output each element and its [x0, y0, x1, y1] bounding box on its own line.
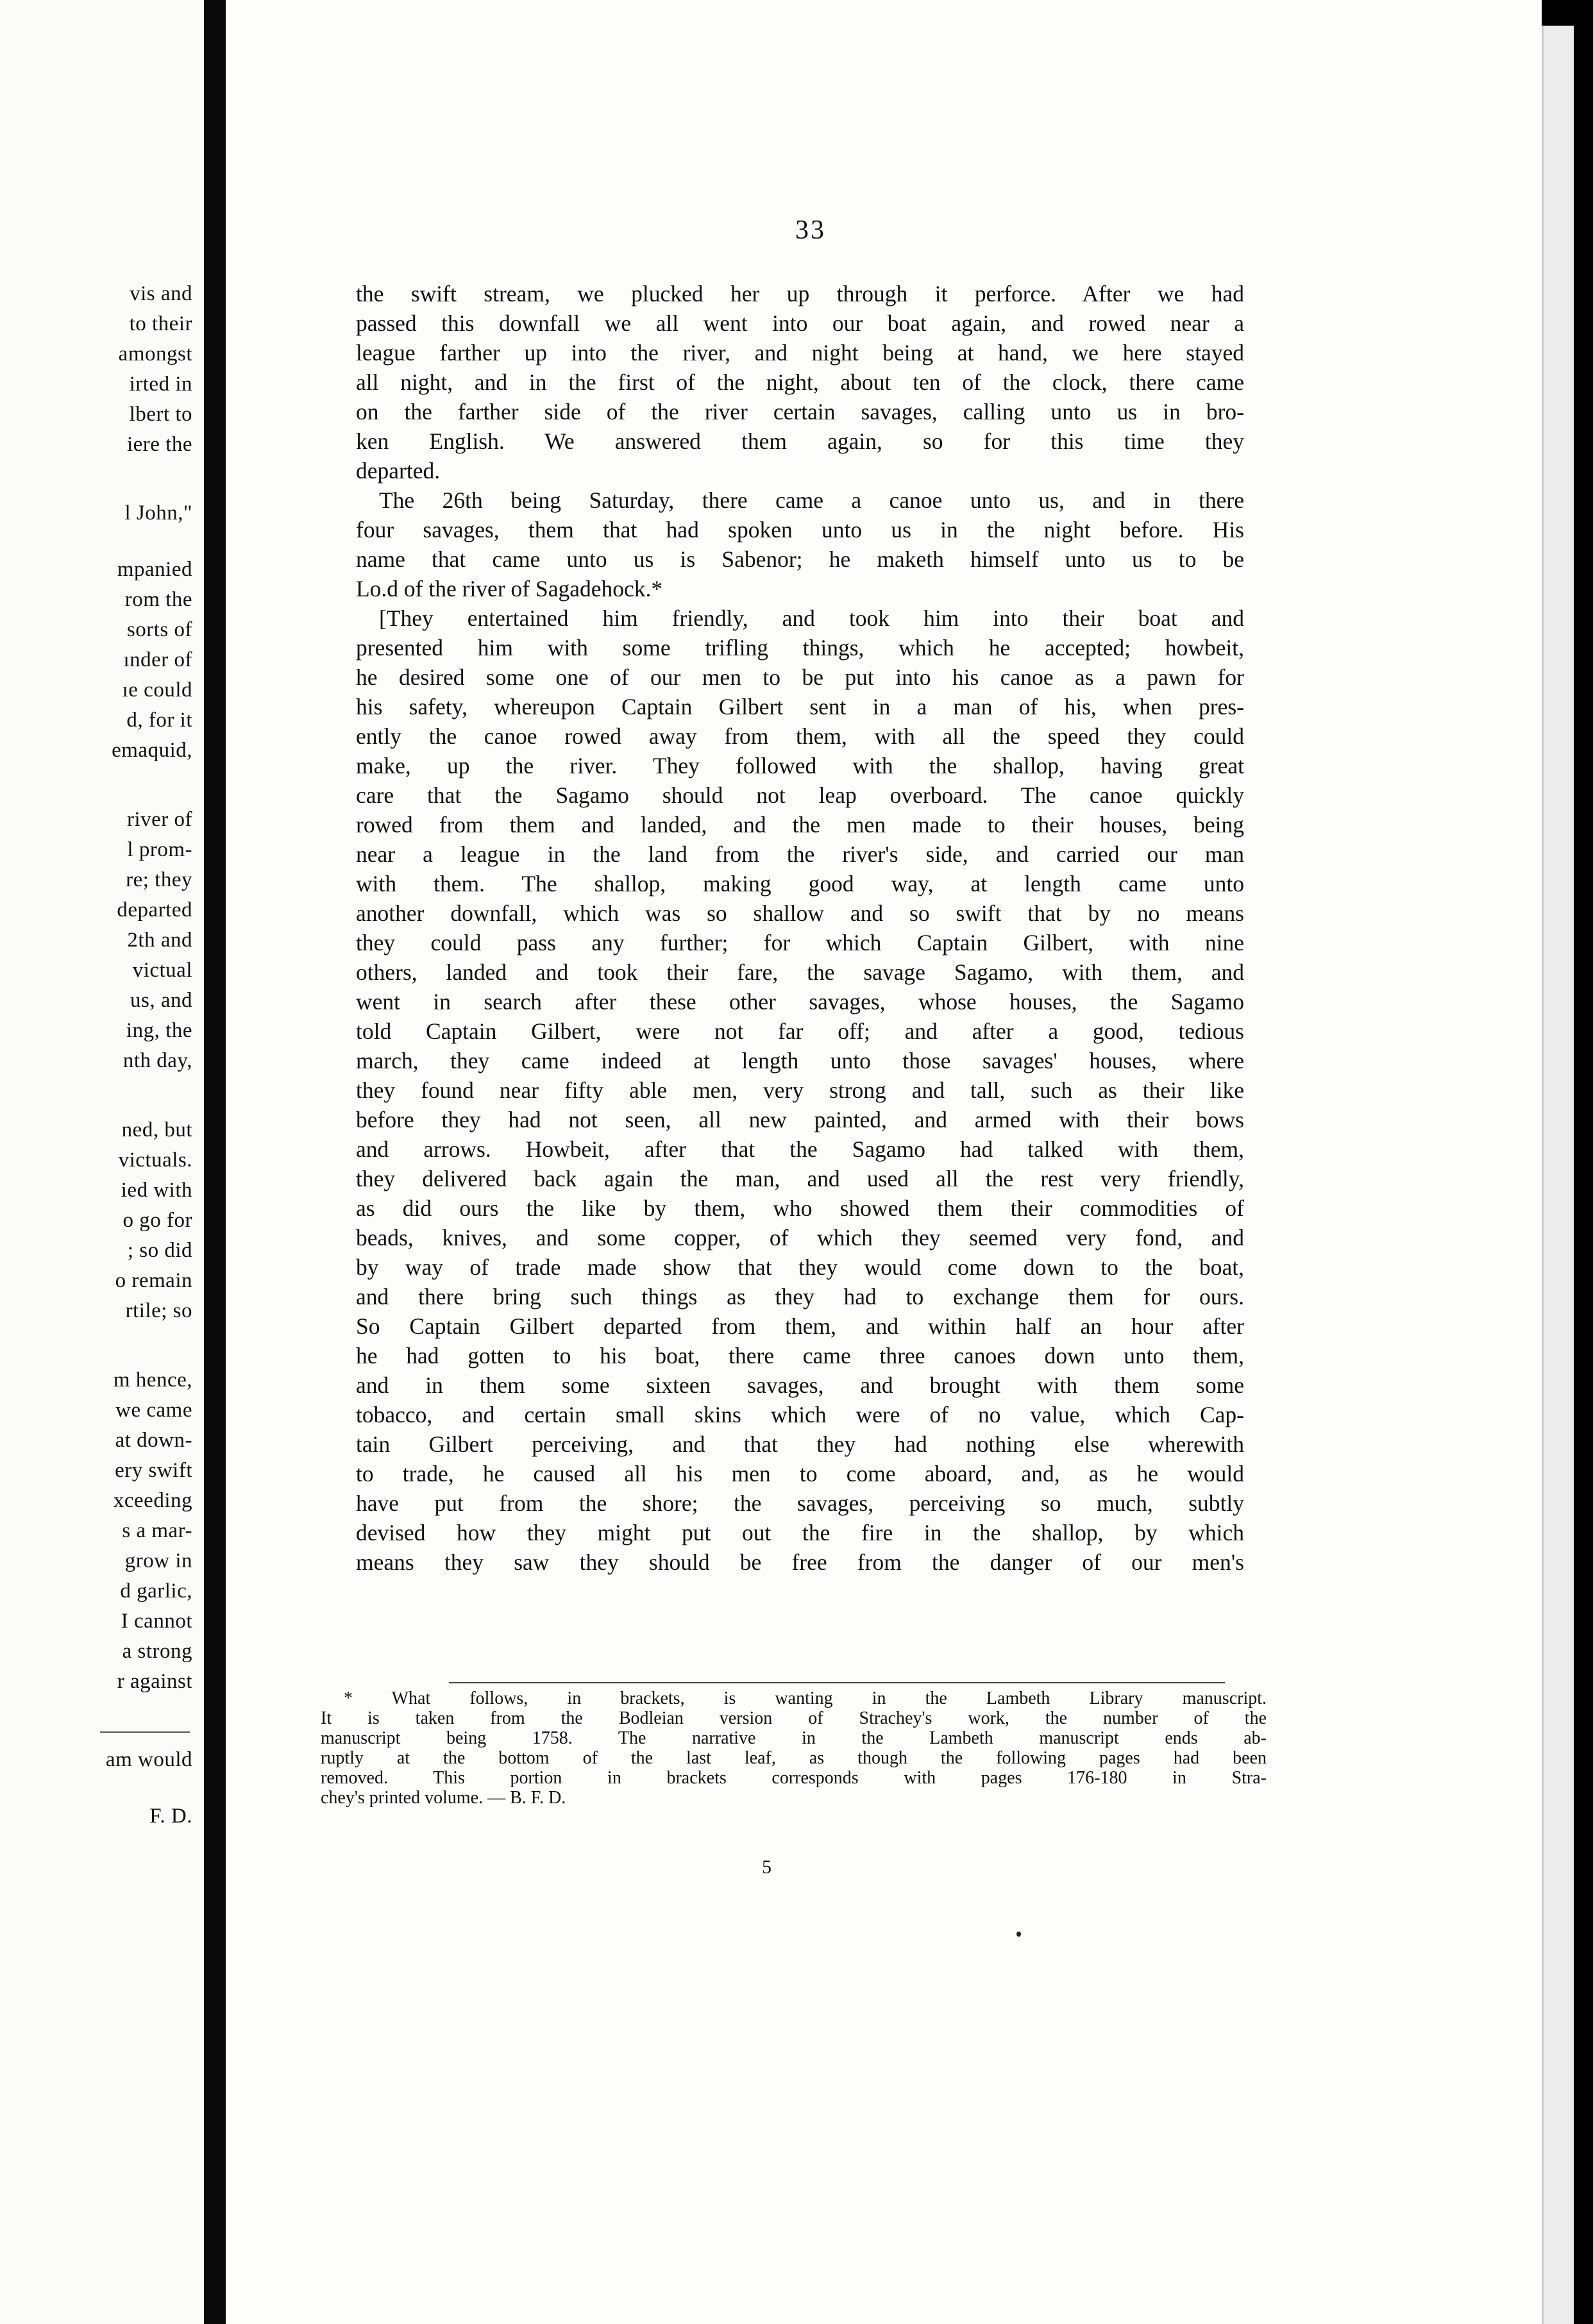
- body-line: before they had not seen, all new painted, and armed with their bows: [356, 1107, 1244, 1133]
- left-page-line: am would: [105, 1748, 192, 1771]
- left-page-line: ing, the: [126, 1019, 192, 1042]
- footnote-line: removed. This portion in brackets corresponds with pages 176-180 in Stra-: [321, 1768, 1267, 1788]
- page-number: 33: [795, 215, 826, 245]
- left-page-line: s a mar-: [122, 1519, 192, 1542]
- footnote-line: manuscript being 1758. The narrative in the Lambeth manuscript ends ab-: [321, 1728, 1267, 1748]
- left-page-line: lbert to: [129, 403, 192, 426]
- left-page-line: departed: [117, 898, 192, 922]
- left-page-line: I cannot: [121, 1610, 192, 1633]
- body-line: and arrows. Howbeit, after that the Sagamo had talked with them,: [356, 1136, 1244, 1162]
- body-line: near a league in the land from the river's side, and carried our man: [356, 841, 1244, 867]
- body-line: Lo.d of the river of Sagadehock.*: [356, 576, 663, 602]
- left-page-line: F. D.: [149, 1805, 192, 1828]
- left-page-line: us, and: [130, 989, 192, 1012]
- body-line: another downfall, which was so shallow and so swift that by no means: [356, 900, 1244, 926]
- body-line: ently the canoe rowed away from them, with all the speed they could: [356, 723, 1244, 749]
- body-line: they could pass any further; for which Captain Gilbert, with nine: [356, 930, 1244, 956]
- footnote-line: * What follows, in brackets, is wanting in the Lambeth Library manuscript.: [344, 1688, 1267, 1708]
- left-page-lines: [0, 0, 204, 2324]
- body-line: they found near fifty able men, very strong and tall, such as their like: [356, 1077, 1244, 1103]
- body-line: make, up the river. They followed with the shallop, having great: [356, 753, 1244, 779]
- body-line: rowed from them and landed, and the men made to their houses, being: [356, 812, 1244, 838]
- body-line: all night, and in the first of the night, about ten of the clock, there came: [356, 369, 1244, 395]
- signature-mark: 5: [762, 1857, 771, 1878]
- body-line: So Captain Gilbert departed from them, and within half an hour after: [356, 1313, 1244, 1339]
- left-page-line: rtile; so: [125, 1299, 192, 1322]
- left-page-line: ıe could: [122, 678, 192, 702]
- left-page-line: o go for: [122, 1209, 192, 1232]
- body-line: name that came unto us is Sabenor; he maketh himself unto us to be: [356, 546, 1244, 572]
- body-line: [They entertained him friendly, and took him into their boat and: [379, 605, 1244, 631]
- body-line: devised how they might put out the fire in the shallop, by which: [356, 1520, 1244, 1545]
- body-line: tobacco, and certain small skins which were of no value, which Cap-: [356, 1402, 1244, 1427]
- page-edge: [1542, 26, 1576, 2324]
- body-line: march, they came indeed at length unto those savages' houses, where: [356, 1048, 1244, 1074]
- left-page-line: grow in: [124, 1549, 192, 1572]
- body-line: ken English. We answered them again, so for this time they: [356, 428, 1244, 454]
- left-page-line: re; they: [126, 868, 192, 891]
- body-line: and in them some sixteen savages, and brought with them some: [356, 1372, 1244, 1398]
- body-line: means they saw they should be free from the danger of our men's: [356, 1549, 1244, 1575]
- left-page-line: a strong: [122, 1640, 192, 1663]
- footnote: [321, 1688, 1267, 1808]
- footnote-line: chey's printed volume. — B. F. D.: [321, 1788, 566, 1808]
- left-page-line: vis and: [130, 282, 192, 305]
- body-line: presented him with some trifling things, which he accepted; howbeit,: [356, 635, 1244, 661]
- body-line: they delivered back again the man, and used all the rest very friendly,: [356, 1166, 1244, 1191]
- left-page-line: river of: [126, 808, 192, 831]
- footnote-rule: [449, 1682, 1225, 1683]
- left-page-line: iere the: [126, 433, 192, 456]
- scan-border: [1574, 0, 1593, 2324]
- footnote-line: It is taken from the Bodleian version of Strachey's work, the number of the: [321, 1708, 1267, 1728]
- book-gutter: [204, 0, 226, 2324]
- left-page-line: r against: [117, 1670, 192, 1693]
- body-line: departed.: [356, 458, 441, 484]
- left-page-line: ied with: [121, 1179, 192, 1202]
- left-page-line: victual: [132, 959, 192, 982]
- left-page-line: irted in: [129, 373, 192, 396]
- body-line: he desired some one of our men to be put into his canoe as a pawn for: [356, 664, 1244, 690]
- left-page-fragment: [0, 0, 204, 2324]
- left-page-line: ery swift: [115, 1459, 192, 1482]
- left-page-line: d, for it: [126, 709, 192, 732]
- left-page-line: m hence,: [113, 1368, 192, 1392]
- left-page-line: 2th and: [127, 929, 192, 952]
- left-page-line: sorts of: [126, 618, 192, 641]
- left-page-line: rom the: [124, 588, 192, 611]
- body-line: The 26th being Saturday, there came a canoe unto us, and in there: [379, 487, 1244, 513]
- body-line: on the farther side of the river certain savages, calling unto us in bro-: [356, 399, 1244, 425]
- body-line: told Captain Gilbert, were not far off; and after a good, tedious: [356, 1018, 1244, 1044]
- left-page-line: we came: [115, 1399, 192, 1422]
- body-line: the swift stream, we plucked her up through it perforce. After we had: [356, 281, 1244, 307]
- left-page-line: amongst: [118, 342, 192, 366]
- body-line: others, landed and took their fare, the savage Sagamo, with them, and: [356, 959, 1244, 985]
- body-line: league farther up into the river, and night being at hand, we here stayed: [356, 340, 1244, 366]
- left-page-footnote-rule: [100, 1731, 190, 1733]
- left-page-line: victuals.: [118, 1149, 192, 1172]
- footnote-line: ruptly at the bottom of the last leaf, as though the following pages had been: [321, 1748, 1267, 1768]
- body-line: with them. The shallop, making good way, at length came unto: [356, 871, 1244, 897]
- body-line: to trade, he caused all his men to come aboard, and, as he would: [356, 1461, 1244, 1486]
- body-text: [356, 279, 1244, 1577]
- left-page-line: nth day,: [122, 1049, 192, 1072]
- left-page-line: o remain: [115, 1269, 192, 1292]
- left-page-line: l prom-: [127, 838, 192, 861]
- left-page-line: xceeding: [113, 1489, 192, 1512]
- body-line: and there bring such things as they had to exchange them for ours.: [356, 1284, 1244, 1309]
- body-line: beads, knives, and some copper, of which they seemed very fond, and: [356, 1225, 1244, 1250]
- body-line: went in search after these other savages, whose houses, the Sagamo: [356, 989, 1244, 1015]
- left-page-line: ned, but: [121, 1118, 192, 1141]
- left-page-line: to their: [129, 312, 192, 335]
- left-page-line: ınder of: [123, 648, 192, 671]
- body-line: tain Gilbert perceiving, and that they had nothing else wherewith: [356, 1431, 1244, 1457]
- body-line: he had gotten to his boat, there came three canoes down unto them,: [356, 1343, 1244, 1368]
- body-line: have put from the shore; the savages, perceiving so much, subtly: [356, 1490, 1244, 1516]
- ink-speck: [1016, 1932, 1021, 1937]
- left-page-line: emaquid,: [112, 739, 192, 762]
- left-page-line: at down-: [115, 1429, 192, 1452]
- left-page-line: ; so did: [127, 1239, 192, 1262]
- body-line: care that the Sagamo should not leap overboard. The canoe quickly: [356, 782, 1244, 808]
- left-page-line: d garlic,: [120, 1579, 192, 1603]
- body-line: passed this downfall we all went into our boat again, and rowed near a: [356, 310, 1244, 336]
- left-page-line: mpanied: [117, 558, 192, 581]
- left-page-line: l John,": [124, 501, 192, 525]
- body-line: by way of trade made show that they would come down to the boat,: [356, 1254, 1244, 1280]
- body-line: four savages, them that had spoken unto us in the night before. His: [356, 517, 1244, 543]
- body-line: his safety, whereupon Captain Gilbert sent in a man of his, when pres-: [356, 694, 1244, 720]
- body-line: as did ours the like by them, who showed them their commodities of: [356, 1195, 1244, 1221]
